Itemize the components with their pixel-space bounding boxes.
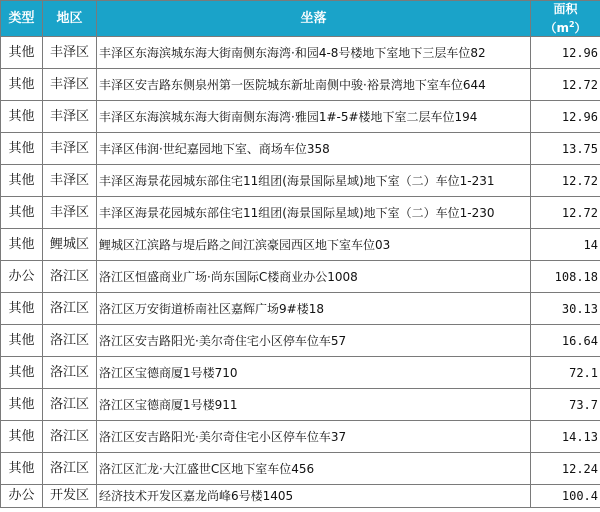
cell-location: 洛江区汇龙·大江盛世C区地下室车位456 [97, 453, 531, 485]
cell-location: 经济技术开发区嘉龙尚峰6号楼1405 [97, 485, 531, 508]
cell-district: 丰泽区 [43, 165, 97, 197]
cell-type: 其他 [1, 293, 43, 325]
cell-type: 其他 [1, 69, 43, 101]
cell-type: 其他 [1, 357, 43, 389]
cell-area: 12.72 [531, 69, 600, 101]
cell-district: 洛江区 [43, 293, 97, 325]
table-row [1, 133, 600, 165]
cell-district: 丰泽区 [43, 133, 97, 165]
cell-district: 丰泽区 [43, 101, 97, 133]
cell-type: 其他 [1, 197, 43, 229]
header-row [1, 1, 600, 37]
header-area-unit-suffix: ） [574, 20, 587, 35]
table-header [1, 1, 600, 37]
cell-type: 其他 [1, 389, 43, 421]
cell-area: 12.72 [531, 197, 600, 229]
cell-district: 鲤城区 [43, 229, 97, 261]
header-area-unit [544, 21, 586, 35]
cell-type: 其他 [1, 37, 43, 69]
cell-district: 开发区 [43, 485, 97, 508]
table-row [1, 357, 600, 389]
table-row [1, 453, 600, 485]
table-row [1, 421, 600, 453]
table-row [1, 485, 600, 508]
cell-district: 洛江区 [43, 453, 97, 485]
cell-type: 其他 [1, 101, 43, 133]
cell-type: 其他 [1, 133, 43, 165]
header-district: 地区 [43, 1, 97, 37]
table-row [1, 165, 600, 197]
cell-location: 鲤城区江滨路与堤后路之间江滨豪园西区地下室车位03 [97, 229, 531, 261]
cell-location: 洛江区恒盛商业广场·尚东国际C楼商业办公1008 [97, 261, 531, 293]
cell-area: 12.96 [531, 101, 600, 133]
cell-type: 其他 [1, 165, 43, 197]
cell-district: 洛江区 [43, 357, 97, 389]
cell-area: 12.96 [531, 37, 600, 69]
cell-area: 12.24 [531, 453, 600, 485]
cell-location: 洛江区安吉路阳光·美尔奇住宅小区停车位车57 [97, 325, 531, 357]
cell-location: 洛江区宝德商厦1号楼911 [97, 389, 531, 421]
cell-location: 洛江区万安街道桥南社区嘉辉广场9#楼18 [97, 293, 531, 325]
cell-location: 丰泽区东海滨城东海大街南侧东海湾·雅园1#-5#楼地下室二层车位194 [97, 101, 531, 133]
cell-area: 108.18 [531, 261, 600, 293]
table-row [1, 69, 600, 101]
table-row [1, 197, 600, 229]
cell-location: 丰泽区海景花园城东部住宅11组团(海景国际星域)地下室（二）车位1-231 [97, 165, 531, 197]
header-location: 坐落 [97, 1, 531, 37]
cell-area: 13.75 [531, 133, 600, 165]
cell-location: 丰泽区东海滨城东海大街南侧东海湾·和园4-8号楼地下室地下三层车位82 [97, 37, 531, 69]
header-area-unit-sup: 2 [568, 19, 575, 29]
cell-area: 14 [531, 229, 600, 261]
table-row [1, 101, 600, 133]
cell-type: 办公 [1, 261, 43, 293]
table-row [1, 389, 600, 421]
cell-area: 12.72 [531, 165, 600, 197]
table-body [1, 37, 600, 508]
cell-area: 100.4 [531, 485, 600, 508]
cell-district: 丰泽区 [43, 37, 97, 69]
cell-area: 72.1 [531, 357, 600, 389]
cell-location: 洛江区安吉路阳光·美尔奇住宅小区停车位车37 [97, 421, 531, 453]
table-row [1, 229, 600, 261]
header-area-unit-prefix: （m [544, 20, 569, 35]
cell-location: 丰泽区海景花园城东部住宅11组团(海景国际星域)地下室（二）车位1-230 [97, 197, 531, 229]
table-row [1, 261, 600, 293]
cell-district: 洛江区 [43, 421, 97, 453]
cell-type: 其他 [1, 421, 43, 453]
cell-district: 洛江区 [43, 389, 97, 421]
header-area-label: 面积 [553, 1, 578, 16]
cell-location: 丰泽区伟润·世纪嘉园地下室、商场车位358 [97, 133, 531, 165]
cell-type: 办公 [1, 485, 43, 508]
table-row [1, 325, 600, 357]
cell-area: 16.64 [531, 325, 600, 357]
cell-area: 30.13 [531, 293, 600, 325]
cell-area: 14.13 [531, 421, 600, 453]
cell-district: 洛江区 [43, 325, 97, 357]
cell-district: 洛江区 [43, 261, 97, 293]
cell-location: 洛江区宝德商厦1号楼710 [97, 357, 531, 389]
header-area [531, 1, 600, 37]
cell-location: 丰泽区安吉路东侧泉州第一医院城东新址南侧中骏·裕景湾地下室车位644 [97, 69, 531, 101]
cell-district: 丰泽区 [43, 197, 97, 229]
table-row [1, 37, 600, 69]
cell-type: 其他 [1, 325, 43, 357]
header-type: 类型 [1, 1, 43, 37]
cell-district: 丰泽区 [43, 69, 97, 101]
cell-type: 其他 [1, 229, 43, 261]
table-row [1, 293, 600, 325]
cell-type: 其他 [1, 453, 43, 485]
cell-area: 73.7 [531, 389, 600, 421]
